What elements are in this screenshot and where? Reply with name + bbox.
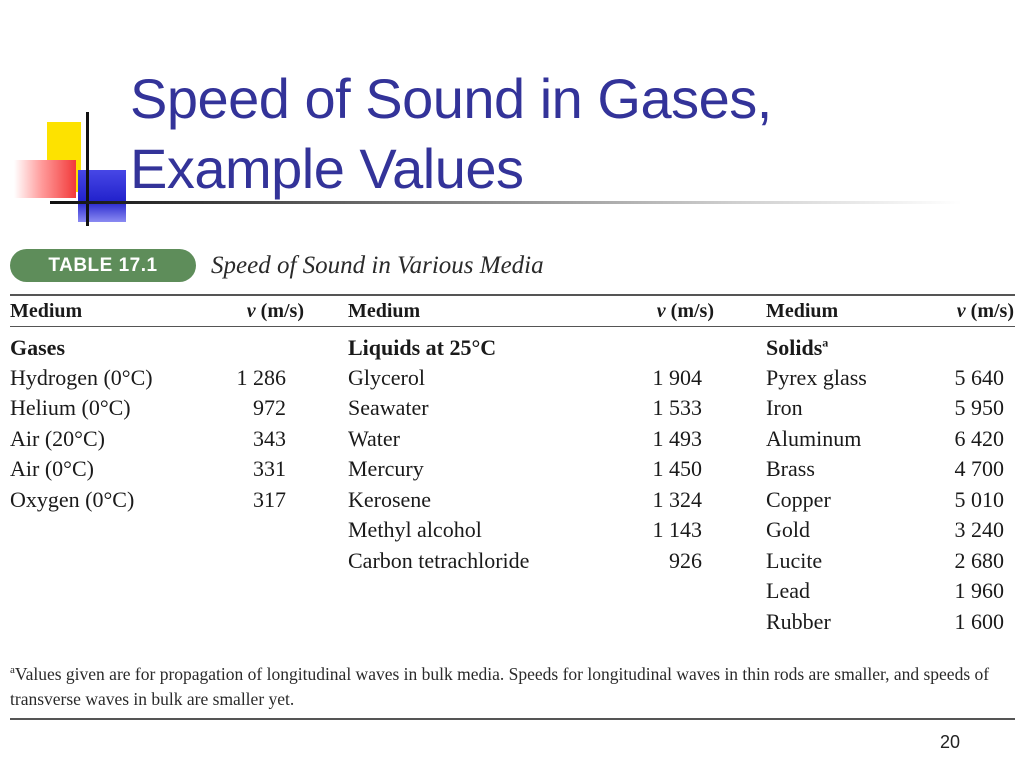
header-medium: Medium (348, 300, 421, 322)
table-cell-speed: 343 (253, 426, 286, 451)
table-number-badge: TABLE 17.1 (10, 249, 196, 282)
red-square-shape (14, 160, 76, 198)
footnote-marker: a (822, 335, 829, 350)
table-cell-speed: 5 010 (954, 487, 1004, 512)
header-speed (910, 296, 1014, 326)
table-cell-speed: 1 143 (652, 517, 702, 542)
table-cell-speed: 4 700 (954, 456, 1004, 481)
table-cell-medium: Brass (766, 456, 815, 481)
table-cell-medium: Aluminum (766, 426, 862, 451)
table-cell-speed: 1 286 (236, 365, 286, 390)
table-cell-medium: Kerosene (348, 487, 432, 512)
table-cell-medium: Seawater (348, 395, 429, 420)
table-cell-medium: Oxygen (0°C) (10, 487, 135, 512)
group-heading-solids (766, 333, 828, 363)
group-heading-liquids: Liquids at 25°C (348, 335, 497, 360)
table-cell-speed: 317 (253, 487, 286, 512)
title-decoration (0, 0, 140, 230)
table-cell-medium: Lead (766, 578, 810, 603)
header-speed-symbol: v (956, 300, 966, 322)
header-speed-unit: (m/s) (965, 300, 1014, 322)
table-cell-medium: Air (0°C) (10, 456, 94, 481)
table-top-rule (10, 294, 1015, 296)
table-cell-speed: 5 950 (954, 395, 1004, 420)
table-cell-medium: Hydrogen (0°C) (10, 365, 153, 390)
slide-title-line-1: Speed of Sound in Gases, (130, 67, 772, 130)
table-cell-medium: Methyl alcohol (348, 517, 482, 542)
table-cell-speed: 1 960 (954, 578, 1004, 603)
table-cell-speed: 926 (669, 548, 702, 573)
table-cell-medium: Lucite (766, 548, 823, 573)
slide-title (130, 64, 772, 204)
table-cell-speed: 6 420 (954, 426, 1004, 451)
table-cell-medium: Helium (0°C) (10, 395, 131, 420)
table-footnote (10, 662, 1020, 712)
table-cell-speed: 1 324 (652, 487, 702, 512)
header-speed-unit: (m/s) (255, 300, 304, 322)
table-cell-medium: Gold (766, 517, 810, 542)
table-cell-speed: 3 240 (954, 517, 1004, 542)
table-caption: Speed of Sound in Various Media (211, 252, 544, 279)
table-cell-medium: Copper (766, 487, 831, 512)
header-speed-symbol: v (656, 300, 666, 322)
table-cell-speed: 1 450 (652, 456, 702, 481)
table-cell-speed: 1 533 (652, 395, 702, 420)
group-heading-solids-label: Solids (766, 335, 823, 360)
table-cell-medium: Rubber (766, 609, 831, 634)
header-speed-symbol: v (246, 300, 256, 322)
table-cell-medium: Air (20°C) (10, 426, 105, 451)
table-cell-speed: 1 493 (652, 426, 702, 451)
page-number: 20 (939, 732, 961, 752)
header-speed-unit: (m/s) (665, 300, 714, 322)
table-cell-medium: Water (348, 426, 400, 451)
table-cell-medium: Iron (766, 395, 803, 420)
footnote-marker: a (10, 664, 15, 677)
table-cell-speed: 1 904 (652, 365, 702, 390)
table-header-rule (10, 326, 1015, 327)
header-speed (200, 296, 304, 326)
table-cell-medium: Mercury (348, 456, 424, 481)
table-cell-medium: Pyrex glass (766, 365, 867, 390)
table-cell-medium: Glycerol (348, 365, 425, 390)
table-cell-speed: 331 (253, 456, 286, 481)
table-cell-speed: 1 600 (954, 609, 1004, 634)
slide-title-line-2: Example Values (130, 137, 524, 200)
group-heading-gases: Gases (10, 335, 65, 360)
table-cell-medium: Carbon tetrachloride (348, 548, 530, 573)
table-cell-speed: 5 640 (954, 365, 1004, 390)
table-cell-speed: 2 680 (954, 548, 1004, 573)
header-medium: Medium (10, 300, 83, 322)
header-speed (610, 296, 714, 326)
header-medium: Medium (766, 300, 839, 322)
vertical-divider (86, 112, 89, 226)
table-bottom-rule (10, 718, 1015, 720)
footnote-text: Values given are for propagation of longitudinal waves in bulk media. Speeds for longitudinal waves in thin rods are smaller, and speeds of transverse waves in bulk are smaller yet. (10, 664, 990, 709)
table-cell-speed: 972 (253, 395, 286, 420)
